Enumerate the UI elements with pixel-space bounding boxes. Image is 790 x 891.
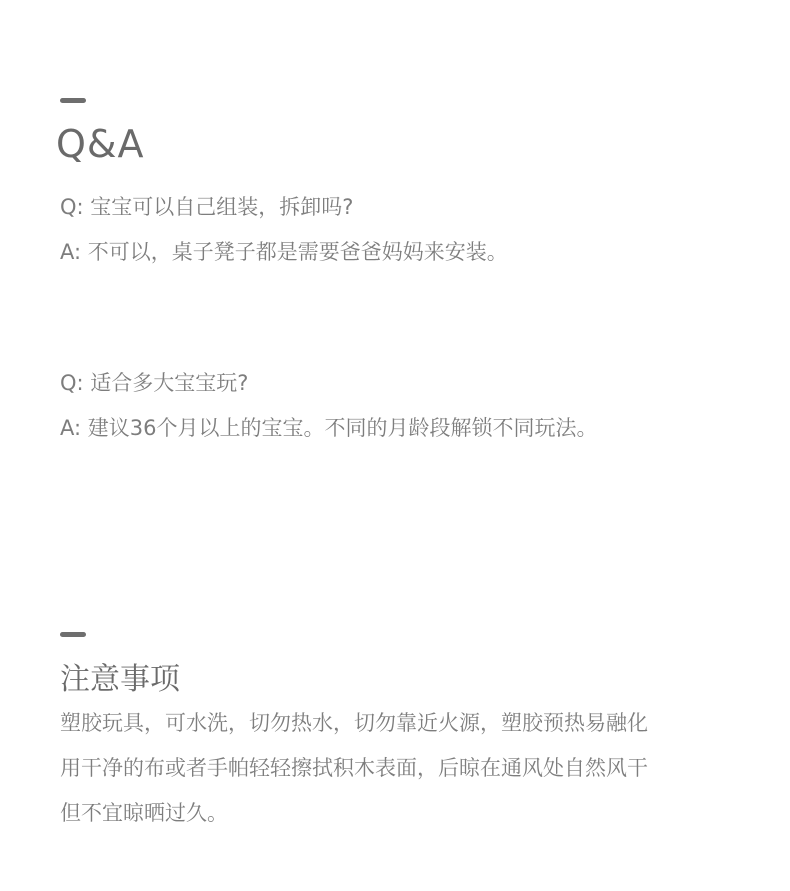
notice-title-accent-bar <box>60 632 86 637</box>
notice-line-3: 但不宜晾晒过久。 <box>60 801 228 825</box>
qa-title-accent-bar <box>60 98 86 103</box>
qa-question-1: Q: 宝宝可以自己组装，拆卸吗? <box>60 195 354 219</box>
qa-answer-2: A: 建议36个月以上的宝宝。不同的月龄段解锁不同玩法。 <box>60 416 598 440</box>
qa-title: Q&A <box>56 122 145 166</box>
notice-line-2: 用干净的布或者手帕轻轻擦拭积木表面，后晾在通风处自然风干 <box>60 756 648 780</box>
qa-question-2: Q: 适合多大宝宝玩? <box>60 371 249 395</box>
notice-title: 注意事项 <box>60 662 180 697</box>
qa-answer-1: A: 不可以，桌子凳子都是需要爸爸妈妈来安装。 <box>60 240 508 264</box>
notice-line-1: 塑胶玩具，可水洗，切勿热水，切勿靠近火源，塑胶预热易融化 <box>60 711 648 735</box>
